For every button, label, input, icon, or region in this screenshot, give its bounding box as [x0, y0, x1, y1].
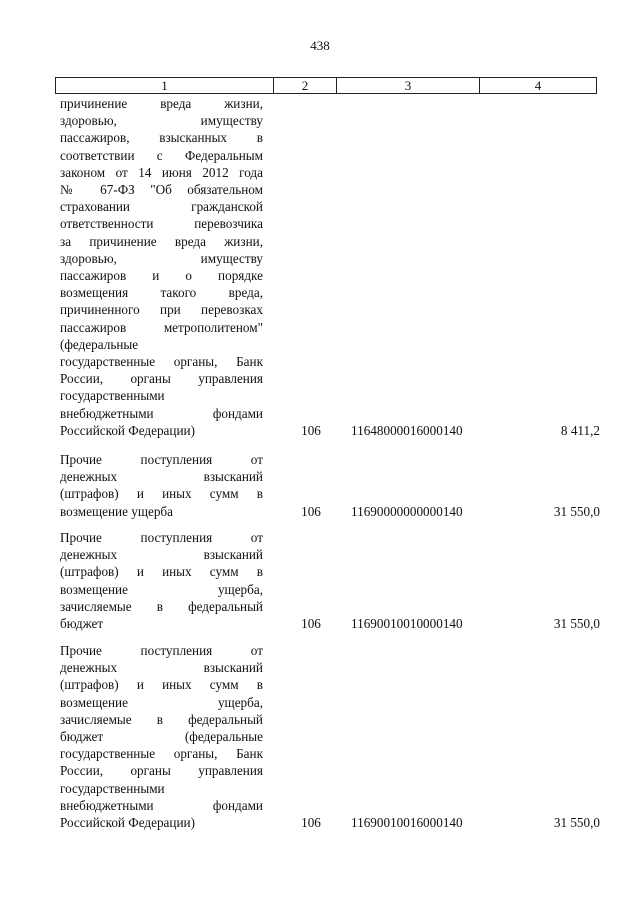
row-name	[60, 451, 263, 520]
row-name-line: внебюджетными фондами	[60, 797, 263, 813]
header-col-3: 3	[336, 78, 479, 93]
row-name-line: Российской Федерации)	[60, 422, 195, 438]
row-name	[60, 642, 263, 831]
table-row	[60, 95, 600, 439]
row-amount: 31 550,0	[553, 616, 600, 632]
row-name-line: Прочие поступления от	[60, 643, 263, 658]
row-name-line: Прочие поступления от	[60, 452, 263, 467]
row-name-line: зачисляемые в федеральный	[60, 711, 263, 727]
row-name-line: причинение вреда жизни,	[60, 96, 263, 111]
row-name-line: бюджет (федеральные	[60, 729, 263, 745]
row-name-line: возмещения такого вреда,	[60, 285, 263, 301]
row-budget-code: 11690000000000140	[351, 503, 463, 519]
row-name	[60, 95, 263, 439]
row-name-line: внебюджетными фондами	[60, 405, 263, 421]
row-name-line: законом от 14 июня 2012 года	[60, 164, 263, 180]
row-budget-code: 11648000016000140	[351, 422, 463, 438]
row-name-line: Прочие поступления от	[60, 530, 263, 545]
header-col-4: 4	[479, 78, 596, 93]
row-name-line: России, органы управления	[60, 371, 263, 387]
row-amount: 8 411,2	[560, 422, 600, 438]
row-amount: 31 550,0	[553, 503, 600, 519]
row-amount: 31 550,0	[553, 815, 600, 831]
row-name-line: страховании гражданской	[60, 199, 263, 215]
row-name-line: возмещение ущерба,	[60, 694, 263, 710]
row-name-line: государственные органы, Банк	[60, 746, 263, 762]
row-name-line: государственными	[60, 780, 165, 796]
row-name-line: (федеральные	[60, 336, 139, 352]
row-name-line: здоровью, имуществу	[60, 250, 263, 266]
row-name-line: денежных взысканий	[60, 660, 263, 676]
table-row	[60, 451, 600, 520]
row-name-line: (штрафов) и иных сумм в	[60, 486, 263, 502]
row-name-line: государственные органы, Банк	[60, 354, 263, 370]
row-name-line: зачисляемые в федеральный	[60, 598, 263, 614]
row-name-line: соответствии с Федеральным	[60, 147, 263, 163]
row-name-line: причиненного при перевозках	[60, 302, 263, 318]
header-col-1: 1	[161, 78, 168, 93]
page-number: 438	[310, 38, 330, 53]
row-name-line: возмещение ущерба,	[60, 581, 263, 597]
row-admin-code: 106	[301, 616, 321, 632]
table-header	[55, 77, 597, 94]
row-budget-code: 11690010010000140	[351, 616, 463, 632]
row-name-line: за причинение вреда жизни,	[60, 233, 263, 249]
row-name-line: пассажиров, взысканных в	[60, 130, 263, 146]
row-name	[60, 529, 263, 632]
row-name-line: государственными	[60, 388, 165, 404]
row-name-line: (штрафов) и иных сумм в	[60, 564, 263, 580]
row-admin-code: 106	[301, 422, 321, 438]
table-row	[60, 529, 600, 632]
header-col-2: 2	[273, 78, 336, 93]
row-name-line: России, органы управления	[60, 763, 263, 779]
row-name-line: пассажиров и о порядке	[60, 268, 263, 284]
row-name-line: возмещение ущерба	[60, 503, 173, 519]
row-admin-code: 106	[301, 503, 321, 519]
row-name-line: пассажиров метрополитеном"	[60, 319, 263, 335]
row-name-line: № 67-ФЗ "Об обязательном	[60, 182, 263, 198]
row-name-line: здоровью, имуществу	[60, 113, 263, 129]
row-name-line: Российской Федерации)	[60, 815, 195, 831]
row-name-line: денежных взысканий	[60, 469, 263, 485]
table-row	[60, 642, 600, 831]
row-name-line: ответственности перевозчика	[60, 216, 263, 232]
row-budget-code: 11690010016000140	[351, 815, 463, 831]
row-admin-code: 106	[301, 815, 321, 831]
row-name-line: денежных взысканий	[60, 547, 263, 563]
row-name-line: (штрафов) и иных сумм в	[60, 677, 263, 693]
row-name-line: бюджет	[60, 616, 104, 632]
